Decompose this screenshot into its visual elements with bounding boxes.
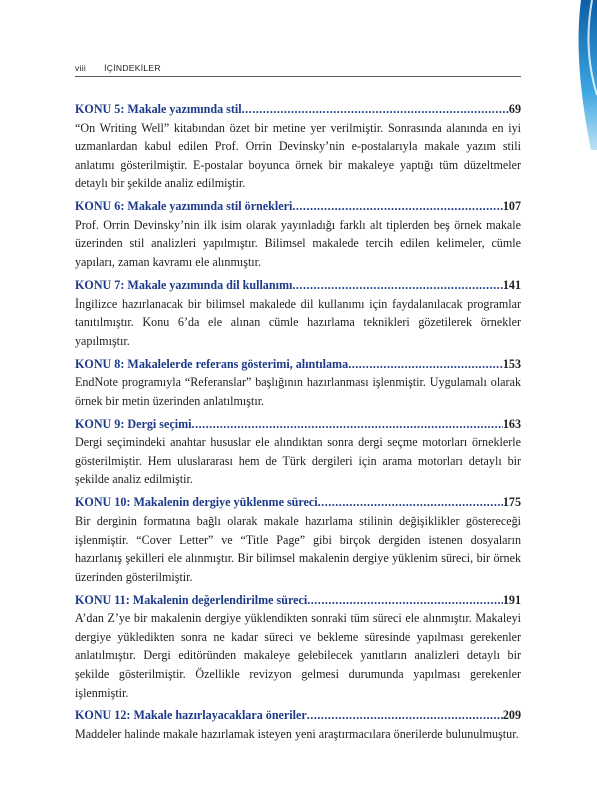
toc-entry-page-number: 107 — [502, 199, 521, 214]
toc-entry-title: KONU 12: Makale hazırlayacaklara öneriler — [75, 708, 307, 723]
toc-entry-konu-11 — [75, 591, 521, 703]
toc-entry-konu-9 — [75, 415, 521, 489]
toc-entry-description: “On Writing Well” kitabından özet bir metine yer verilmiştir. Sonrasında alanında en iyi uzmanlardan kabul edilen Prof. Orrin Devinsky’nin e-postalarıyla makale yazım stili anlatımı gösterilmiştir. E-postalar boyunca örnek bir makaleye yaptığı tüm düzeltmeler detaylı bir şekilde analiz edilmiştir. — [75, 120, 521, 191]
toc-entry-page-number: 163 — [502, 416, 521, 431]
toc-entry-konu-6 — [75, 197, 521, 271]
dot-leader — [318, 493, 503, 512]
toc-entry-heading[interactable] — [75, 415, 521, 434]
toc-entry-heading[interactable] — [75, 591, 521, 610]
toc-entry-konu-12 — [75, 706, 521, 743]
toc-entry-konu-10 — [75, 493, 521, 586]
dot-leader — [307, 591, 503, 610]
toc-entry-title: KONU 9: Dergi seçimi — [75, 416, 192, 431]
toc-entry-description: A’dan Z’ye bir makalenin dergiye yüklendikten sonraki tüm süreci ele alınmıştır. Makaleyi dergiye yükledikten sonra ne kadar süreci ve bekleme süresinde yapılması gerekenler anlatılmıştır. Dergi editöründen makaleye gelebilecek yanıtların analizleri detaylı bir şekilde gösterilmiştir. Özellikle revizyon gelmesi durumunda yapılması gerekenler işlenmiştir. — [75, 611, 521, 700]
toc-entry-page-number: 191 — [502, 592, 521, 607]
toc-entry-heading[interactable] — [75, 276, 521, 295]
toc-entry-description: Maddeler halinde makale hazırlamak isteyen yeni araştırmacılara önerilerde bulunulmuştur. — [75, 727, 519, 742]
toc-entry-heading[interactable] — [75, 706, 521, 725]
toc-entry-heading[interactable] — [75, 355, 521, 374]
toc-entry-title: KONU 8: Makalelerde referans gösterimi, alıntılama — [75, 356, 349, 371]
table-of-contents — [75, 100, 521, 748]
toc-entry-description: İngilizce hazırlanacak bir bilimsel makalede dil kullanımı için faydalanılacak programlar tanıtılmıştır. Konu 6’da ele alınan cümle hazırlama teknikleri gözetilerek örnekler yapılmıştır. — [75, 296, 521, 348]
toc-entry-page-number: 175 — [502, 495, 521, 510]
toc-entry-page-number: 153 — [502, 356, 521, 371]
toc-entry-title: KONU 10: Makalenin dergiye yüklenme süreci — [75, 495, 318, 510]
toc-entry-konu-5 — [75, 100, 521, 193]
dot-leader — [192, 415, 503, 434]
toc-entry-description: Bir derginin formatına bağlı olarak makale hazırlama stilinin değişiklikler göstereceği işlenmiştir. “Cover Letter” ve “Title Page” gibi birçok dergiden istenen dosyaların hazırlanış şekilleri ele alınmıştır. Bir bilimsel makalenin dergiye yüklenim süreci, bir örnek üzerinden gösterilmiştir. — [75, 513, 521, 584]
toc-entry-title: KONU 7: Makale yazımında dil kullanımı — [75, 277, 293, 292]
toc-entry-title: KONU 11: Makalenin değerlendirilme süreci — [75, 592, 308, 607]
dot-leader — [292, 276, 502, 295]
toc-entry-page-number: 209 — [502, 708, 521, 723]
dot-leader — [292, 197, 503, 216]
page-corner-decoration — [569, 0, 597, 150]
toc-entry-heading[interactable] — [75, 197, 521, 216]
toc-entry-page-number: 141 — [502, 277, 521, 292]
running-header — [75, 63, 521, 77]
toc-entry-konu-8 — [75, 355, 521, 411]
toc-entry-heading[interactable] — [75, 100, 521, 119]
toc-entry-description: EndNote programıyla “Referanslar” başlığının hazırlanması işlenmiştir. Uygulamalı olarak örnek bir metin üzerinden anlatılmıştır. — [75, 375, 521, 408]
toc-entry-description: Prof. Orrin Devinsky’nin ilk isim olarak yayınladığı farklı alt tiplerden beş örnek makale üzerinden stil analizleri yapılmıştır. Bilimsel makalede tercih edilen kelimeler, cümle yapıları, zaman kavramı ele alınmıştır. — [75, 217, 521, 270]
toc-entry-heading[interactable] — [75, 493, 521, 512]
toc-entry-title: KONU 6: Makale yazımında stil örnekleri — [75, 199, 293, 214]
toc-entry-title: KONU 5: Makale yazımında stil — [75, 102, 242, 116]
section-title: İÇİNDEKİLER — [104, 63, 161, 73]
dot-leader — [242, 100, 509, 119]
toc-entry-konu-7 — [75, 276, 521, 350]
toc-entry-description: Dergi seçimindeki anahtar hususlar ele alındıktan sonra dergi seçme motorları örneklerle gösterilmiştir. Hem uluslararası hem de Türk dergileri için arama motorları detaylı bir şekilde analiz edilmiştir. — [75, 435, 521, 487]
dot-leader — [348, 355, 503, 374]
dot-leader — [307, 706, 503, 725]
page-number: viii — [75, 63, 87, 73]
toc-entry-page-number: 69 — [508, 102, 521, 116]
